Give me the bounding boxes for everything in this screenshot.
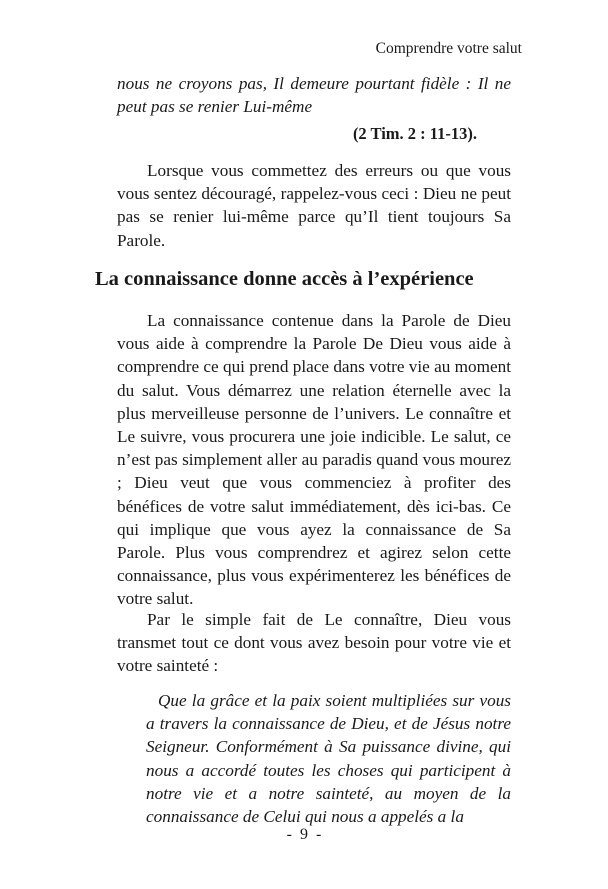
block-quote: Que la grâce et la paix soient multipliées sur vous a travers la connaissance de Dieu, et de Jésus notre Seigneur. Conformément à Sa puissance divine, qui nous a accordé toutes les choses qui participent à notre vie et a notre sainteté, au moyen de la connaissance de Celui qui nous a appelés a la [146, 691, 511, 827]
paragraph-2: La connaissance contenue dans la Parole de Dieu vous aide à comprendre la Parole De Dieu vous aide à comprendre ce qui prend place dans votre vie au moment du salut. Vous démarrez une relation éternelle avec la plus merveilleuse personne de l’univers. Le connaître et Le suivre, vous procurera une joie indicible. Le salut, ce n’est pas simplement aller au paradis quand vous mourez ; Dieu veut que vous commenciez à profiter des bénéfices de votre salut immédiatement, dès ici-bas. Ce qui implique que vous ayez la connaissance de Sa Parole. Plus vous comprendrez et agirez selon cette connaissance, plus vous expérimenterez les bénéfices de votre salut. [117, 311, 511, 609]
paragraph-1: Lorsque vous commettez des erreurs ou que vous vous sentez découragé, rappelez-vous ceci : Dieu ne peut pas se renier lui-même parce qu’Il tient toujours Sa Parole. [117, 161, 511, 250]
scripture-citation: (2 Tim. 2 : 11-13). [352, 124, 477, 143]
section-heading: La connaissance donne accès à l’expérience [95, 268, 474, 290]
quote-continuation: nous ne croyons pas, Il demeure pourtant fidèle : Il ne peut pas se renier Lui-même [117, 74, 511, 117]
paragraph-3: Par le simple fait de Le connaître, Dieu vous transmet tout ce dont vous avez besoin pour votre vie et votre sainteté : [117, 610, 511, 676]
page-number: - 9 - [286, 826, 322, 843]
running-head: Comprendre votre salut [375, 40, 522, 57]
